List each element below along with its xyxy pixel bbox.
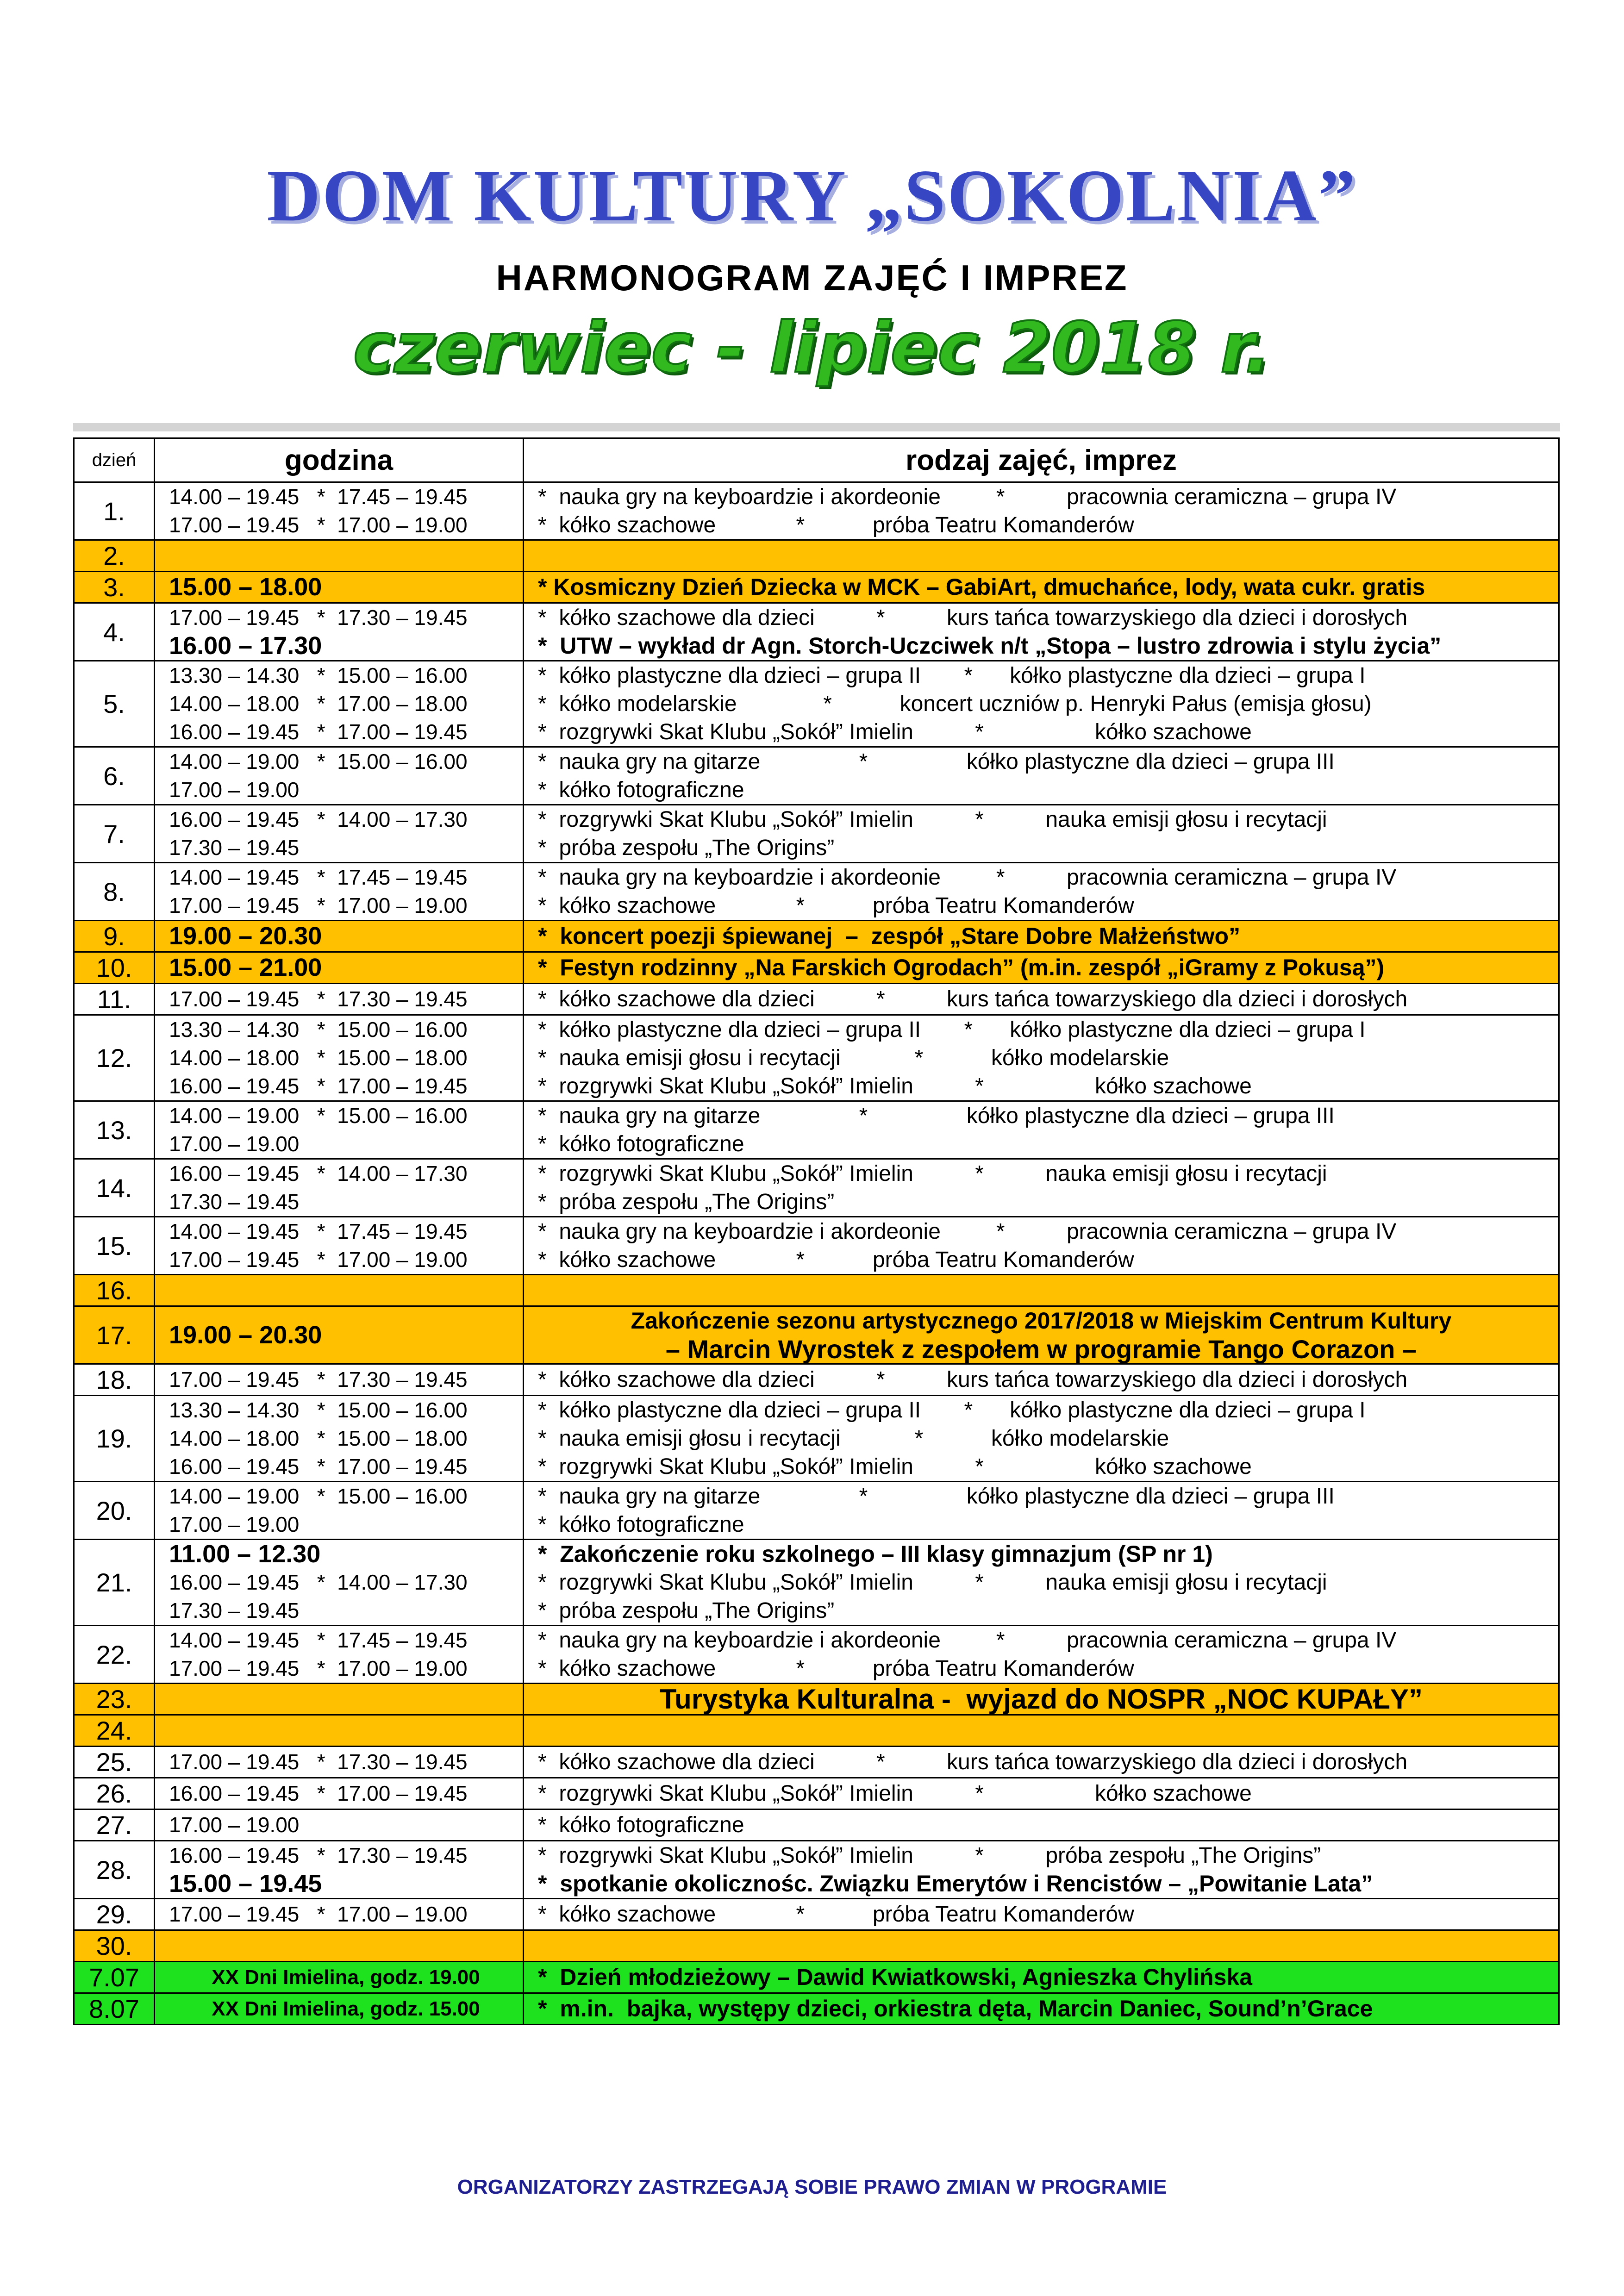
activity-line: * rozgrywki Skat Klubu „Sokół” Imielin * nauka emisji głosu i recytacji [538, 807, 1327, 832]
hours-line: 17.30 – 19.45 [169, 836, 300, 860]
table-row [74, 572, 1559, 603]
hours-line: 15.00 – 18.00 [169, 573, 322, 601]
activity-line: – Marcin Wyrostek z zespołem w programie Tango Corazon – [665, 1335, 1417, 1364]
activities-cell [524, 1540, 1559, 1626]
table-row [74, 747, 1559, 805]
day-cell: 27. [74, 1809, 155, 1841]
day-cell: 8.07 [74, 1993, 155, 2025]
hours-cell [155, 1626, 524, 1684]
day-cell: 4. [74, 603, 155, 661]
hours-line: 14.00 – 19.45 * 17.45 – 19.45 [169, 1628, 468, 1652]
hours-line: 15.00 – 19.45 [169, 1870, 322, 1897]
activities-cell [524, 1962, 1559, 1993]
table-row [74, 1482, 1559, 1540]
hours-cell [155, 1482, 524, 1540]
hours-cell [155, 1159, 524, 1217]
day-cell: 7. [74, 805, 155, 863]
day-cell: 1. [74, 482, 155, 540]
activities-cell [524, 1364, 1559, 1396]
hours-cell [155, 1306, 524, 1364]
hours-line: 14.00 – 19.00 * 15.00 – 16.00 [169, 1484, 468, 1508]
table-row [74, 1217, 1559, 1275]
activity-line: * kółko szachowe * próba Teatru Komanderów [538, 1656, 1134, 1681]
activities-cell [524, 1217, 1559, 1275]
activities-cell [524, 1482, 1559, 1540]
activity-line: * rozgrywki Skat Klubu „Sokół” Imielin * kółko szachowe [538, 1074, 1252, 1098]
activity-line: * próba zespołu „The Origins” [538, 1598, 835, 1623]
hours-cell [155, 984, 524, 1015]
activity-line: * kółko szachowe * próba Teatru Komanderów [538, 893, 1134, 918]
table-row [74, 1715, 1559, 1747]
hours-line: 17.00 – 19.45 * 17.00 – 19.00 [169, 513, 468, 537]
activity-line: * m.in. bajka, występy dzieci, orkiestra dęta, Marcin Daniec, Sound’n’Grace [538, 1996, 1373, 2021]
table-row [74, 952, 1559, 984]
hours-line: 17.00 – 19.00 [169, 778, 300, 802]
day-cell: 23. [74, 1684, 155, 1715]
activity-line: * kółko fotograficzne [538, 1512, 744, 1537]
hours-line: 14.00 – 19.00 * 15.00 – 16.00 [169, 749, 468, 774]
hours-cell [155, 863, 524, 921]
hours-cell [155, 1899, 524, 1930]
table-row [74, 603, 1559, 661]
table-row [74, 1626, 1559, 1684]
activity-line: * kółko szachowe * próba Teatru Komanderów [538, 1248, 1134, 1272]
hours-line: XX Dni Imielina, godz. 15.00 [212, 1997, 480, 2020]
disclaimer-footer: ORGANIZATORZY ZASTRZEGAJĄ SOBIE PRAWO ZMIAN W PROGRAMIE [457, 2176, 1167, 2198]
activities-cell [524, 1747, 1559, 1778]
activities-cell [524, 1306, 1559, 1364]
schedule-body [74, 482, 1559, 2025]
activities-cell [524, 603, 1559, 661]
hours-cell [155, 482, 524, 540]
activities-cell [524, 1626, 1559, 1684]
day-cell: 8. [74, 863, 155, 921]
page-title: DOM KULTURY „SOKOLNIA” [267, 154, 1357, 237]
table-row [74, 1306, 1559, 1364]
activity-line: * kółko szachowe * próba Teatru Komanderów [538, 1902, 1134, 1927]
page-subtitle: HARMONOGRAM ZAJĘĆ I IMPREZ [496, 257, 1128, 298]
activity-line: * kółko modelarskie * koncert uczniów p. Henryki Pałus (emisja głosu) [538, 692, 1372, 716]
activity-line: * kółko szachowe * próba Teatru Komanderów [538, 513, 1134, 537]
activity-line: * kółko fotograficzne [538, 1132, 744, 1156]
activities-cell [524, 863, 1559, 921]
day-cell: 18. [74, 1364, 155, 1396]
hours-cell [155, 1962, 524, 1993]
day-cell: 19. [74, 1396, 155, 1482]
activities-cell [524, 921, 1559, 952]
activities-cell [524, 952, 1559, 984]
activity-line: * nauka gry na keyboardzie i akordeonie * pracownia ceramiczna – grupa IV [538, 485, 1397, 509]
activity-line: * Zakończenie roku szkolnego – III klasy gimnazjum (SP nr 1) [538, 1541, 1213, 1567]
day-cell: 7.07 [74, 1962, 155, 1993]
activities-cell [524, 1715, 1559, 1747]
activity-line: Turystyka Kulturalna - wyjazd do NOSPR „NOC KUPAŁY” [659, 1684, 1423, 1715]
table-row [74, 1778, 1559, 1809]
activities-cell [524, 1899, 1559, 1930]
hours-line: 17.00 – 19.45 * 17.00 – 19.00 [169, 1248, 468, 1272]
hours-line: 16.00 – 19.45 * 17.00 – 19.45 [169, 720, 468, 744]
hours-line: 17.00 – 19.00 [169, 1512, 300, 1536]
activity-line: * kółko szachowe dla dzieci * kurs tańca towarzyskiego dla dzieci i dorosłych [538, 987, 1408, 1011]
day-cell: 9. [74, 921, 155, 952]
activity-line: * próba zespołu „The Origins” [538, 1190, 835, 1214]
activity-line: * rozgrywki Skat Klubu „Sokół” Imielin * nauka emisji głosu i recytacji [538, 1161, 1327, 1186]
activities-cell [524, 661, 1559, 747]
activity-line: * Dzień młodzieżowy – Dawid Kwiatkowski, Agnieszka Chylińska [538, 1964, 1253, 1990]
hours-line: 13.30 – 14.30 * 15.00 – 16.00 [169, 1398, 468, 1422]
activities-cell [524, 1930, 1559, 1962]
table-row [74, 1275, 1559, 1306]
day-cell: 10. [74, 952, 155, 984]
hours-line: 19.00 – 20.30 [169, 922, 322, 950]
day-cell: 6. [74, 747, 155, 805]
hours-cell [155, 921, 524, 952]
hours-line: 15.00 – 21.00 [169, 954, 322, 981]
table-row [74, 805, 1559, 863]
table-row [74, 1747, 1559, 1778]
hours-cell [155, 1930, 524, 1962]
activity-line: * UTW – wykład dr Agn. Storch-Uczciwek n/t „Stopa – lustro zdrowia i stylu życia” [538, 633, 1442, 659]
hours-line: 16.00 – 17.30 [169, 632, 322, 660]
hours-line: 16.00 – 19.45 * 14.00 – 17.30 [169, 807, 468, 831]
hours-line: 13.30 – 14.30 * 15.00 – 16.00 [169, 1017, 468, 1042]
activities-cell [524, 747, 1559, 805]
hours-cell [155, 1715, 524, 1747]
activity-line: * Festyn rodzinny „Na Farskich Ogrodach” (m.in. zespół „iGramy z Pokusą”) [538, 955, 1385, 980]
activity-line: * kółko szachowe dla dzieci * kurs tańca towarzyskiego dla dzieci i dorosłych [538, 1750, 1408, 1774]
table-row [74, 863, 1559, 921]
activities-cell [524, 1809, 1559, 1841]
activity-line: * kółko fotograficzne [538, 1813, 744, 1837]
hours-line: 14.00 – 19.45 * 17.45 – 19.45 [169, 1219, 468, 1243]
hours-cell [155, 1540, 524, 1626]
column-header-day: dzień [74, 438, 155, 482]
activities-cell [524, 1396, 1559, 1482]
activity-line: * nauka gry na keyboardzie i akordeonie * pracownia ceramiczna – grupa IV [538, 865, 1397, 890]
activities-cell [524, 1101, 1559, 1159]
hours-cell [155, 952, 524, 984]
day-cell: 14. [74, 1159, 155, 1217]
hours-line: XX Dni Imielina, godz. 19.00 [212, 1966, 480, 1989]
hours-line: 17.00 – 19.45 * 17.30 – 19.45 [169, 987, 468, 1011]
day-cell: 22. [74, 1626, 155, 1684]
hours-cell [155, 1275, 524, 1306]
activity-line: * nauka gry na gitarze * kółko plastyczne dla dzieci – grupa III [538, 1484, 1335, 1509]
hours-line: 17.00 – 19.00 [169, 1813, 300, 1837]
activity-line: * kółko plastyczne dla dzieci – grupa II * kółko plastyczne dla dzieci – grupa I [538, 1398, 1366, 1423]
activity-line: * rozgrywki Skat Klubu „Sokół” Imielin * kółko szachowe [538, 1454, 1252, 1479]
activities-cell [524, 1159, 1559, 1217]
table-row [74, 482, 1559, 540]
activities-cell [524, 1275, 1559, 1306]
table-row [74, 1993, 1559, 2025]
table-row [74, 1101, 1559, 1159]
activities-cell [524, 572, 1559, 603]
hours-line: 16.00 – 19.45 * 17.30 – 19.45 [169, 1843, 468, 1867]
activity-line: * rozgrywki Skat Klubu „Sokół” Imielin * nauka emisji głosu i recytacji [538, 1570, 1327, 1595]
activity-line: * nauka gry na gitarze * kółko plastyczne dla dzieci – grupa III [538, 1104, 1335, 1128]
hours-line: 16.00 – 19.45 * 17.00 – 19.45 [169, 1074, 468, 1098]
hours-cell [155, 572, 524, 603]
day-cell: 12. [74, 1015, 155, 1101]
hours-cell [155, 1364, 524, 1396]
hours-cell [155, 747, 524, 805]
activity-line: * rozgrywki Skat Klubu „Sokół” Imielin * kółko szachowe [538, 1781, 1252, 1806]
activity-line: * kółko plastyczne dla dzieci – grupa II * kółko plastyczne dla dzieci – grupa I [538, 663, 1366, 688]
table-row [74, 540, 1559, 572]
hours-line: 16.00 – 19.45 * 17.00 – 19.45 [169, 1454, 468, 1479]
hours-cell [155, 1684, 524, 1715]
hours-cell [155, 1747, 524, 1778]
activity-line: * nauka emisji głosu i recytacji * kółko modelarskie [538, 1426, 1169, 1451]
day-cell: 30. [74, 1930, 155, 1962]
hours-cell [155, 1396, 524, 1482]
hours-cell [155, 1993, 524, 2025]
activities-cell [524, 1015, 1559, 1101]
activity-line: * kółko szachowe dla dzieci * kurs tańca towarzyskiego dla dzieci i dorosłych [538, 605, 1408, 630]
hours-cell [155, 661, 524, 747]
table-row [74, 1962, 1559, 1993]
hours-line: 14.00 – 18.00 * 15.00 – 18.00 [169, 1426, 468, 1450]
table-row [74, 1899, 1559, 1930]
table-row [74, 661, 1559, 747]
hours-line: 19.00 – 20.30 [169, 1321, 322, 1349]
table-row [74, 984, 1559, 1015]
table-row [74, 1159, 1559, 1217]
day-cell: 5. [74, 661, 155, 747]
table-row [74, 1809, 1559, 1841]
table-row [74, 1684, 1559, 1715]
hours-line: 11.00 – 12.30 [169, 1540, 321, 1568]
table-row [74, 921, 1559, 952]
hours-line: 17.30 – 19.45 [169, 1190, 300, 1214]
activities-cell [524, 482, 1559, 540]
day-cell: 20. [74, 1482, 155, 1540]
activity-line: * rozgrywki Skat Klubu „Sokół” Imielin * próba zespołu „The Origins” [538, 1843, 1321, 1868]
activities-cell [524, 1841, 1559, 1899]
activity-line: * kółko szachowe dla dzieci * kurs tańca towarzyskiego dla dzieci i dorosłych [538, 1367, 1408, 1392]
hours-cell [155, 1217, 524, 1275]
activity-line: * kółko fotograficzne [538, 778, 744, 802]
activities-cell [524, 540, 1559, 572]
activity-line: * nauka emisji głosu i recytacji * kółko modelarskie [538, 1046, 1169, 1070]
hours-line: 14.00 – 18.00 * 15.00 – 18.00 [169, 1046, 468, 1070]
day-cell: 13. [74, 1101, 155, 1159]
hours-line: 17.00 – 19.45 * 17.30 – 19.45 [169, 605, 468, 630]
hours-cell [155, 1778, 524, 1809]
table-row [74, 1015, 1559, 1101]
day-cell: 26. [74, 1778, 155, 1809]
day-cell: 24. [74, 1715, 155, 1747]
table-row [74, 1540, 1559, 1626]
hours-cell [155, 1841, 524, 1899]
activities-cell [524, 1684, 1559, 1715]
hours-cell [155, 540, 524, 572]
hours-line: 14.00 – 18.00 * 17.00 – 18.00 [169, 692, 468, 716]
table-row [74, 1364, 1559, 1396]
activities-cell [524, 1993, 1559, 2025]
hours-cell [155, 1809, 524, 1841]
column-header-activities: rodzaj zajęć, imprez [524, 438, 1559, 482]
day-cell: 29. [74, 1899, 155, 1930]
activity-line: * nauka gry na keyboardzie i akordeonie * pracownia ceramiczna – grupa IV [538, 1628, 1397, 1653]
day-cell: 15. [74, 1217, 155, 1275]
hours-cell [155, 805, 524, 863]
hours-cell [155, 1015, 524, 1101]
hours-line: 17.00 – 19.45 * 17.30 – 19.45 [169, 1750, 468, 1774]
activities-cell [524, 805, 1559, 863]
day-cell: 28. [74, 1841, 155, 1899]
table-top-shadow [73, 423, 1560, 431]
activity-line: * koncert poezji śpiewanej – zespół „Stare Dobre Małżeństwo” [538, 923, 1241, 949]
day-cell: 11. [74, 984, 155, 1015]
hours-line: 14.00 – 19.45 * 17.45 – 19.45 [169, 865, 468, 889]
hours-line: 16.00 – 19.45 * 17.00 – 19.45 [169, 1781, 468, 1805]
hours-cell [155, 1101, 524, 1159]
activity-line: * spotkanie okolicznośc. Związku Emerytów i Rencistów – „Powitanie Lata” [538, 1871, 1373, 1897]
hours-line: 17.00 – 19.45 * 17.30 – 19.45 [169, 1367, 468, 1391]
hours-line: 17.30 – 19.45 [169, 1598, 300, 1622]
day-cell: 25. [74, 1747, 155, 1778]
activity-line: * rozgrywki Skat Klubu „Sokół” Imielin * kółko szachowe [538, 720, 1252, 744]
column-header-hours: godzina [155, 438, 524, 482]
activities-cell [524, 984, 1559, 1015]
table-row [74, 1396, 1559, 1482]
hours-line: 17.00 – 19.45 * 17.00 – 19.00 [169, 1902, 468, 1926]
day-cell: 21. [74, 1540, 155, 1626]
hours-line: 14.00 – 19.00 * 15.00 – 16.00 [169, 1104, 468, 1128]
hours-cell [155, 603, 524, 661]
activity-line: * nauka gry na gitarze * kółko plastyczne dla dzieci – grupa III [538, 749, 1335, 774]
hours-line: 16.00 – 19.45 * 14.00 – 17.30 [169, 1570, 468, 1594]
table-row [74, 1930, 1559, 1962]
day-cell: 16. [74, 1275, 155, 1306]
hours-line: 17.00 – 19.45 * 17.00 – 19.00 [169, 893, 468, 917]
activity-line: * kółko plastyczne dla dzieci – grupa II * kółko plastyczne dla dzieci – grupa I [538, 1017, 1366, 1042]
hours-line: 16.00 – 19.45 * 14.00 – 17.30 [169, 1161, 468, 1185]
activity-line: * próba zespołu „The Origins” [538, 836, 835, 860]
schedule-table [73, 437, 1560, 2025]
hours-line: 17.00 – 19.45 * 17.00 – 19.00 [169, 1656, 468, 1680]
activity-line: * Kosmiczny Dzień Dziecka w MCK – GabiArt, dmuchańce, lody, wata cukr. gratis [538, 574, 1425, 600]
day-cell: 2. [74, 540, 155, 572]
hours-line: 14.00 – 19.45 * 17.45 – 19.45 [169, 485, 468, 509]
hours-line: 13.30 – 14.30 * 15.00 – 16.00 [169, 663, 468, 687]
day-cell: 3. [74, 572, 155, 603]
hours-line: 17.00 – 19.00 [169, 1132, 300, 1156]
day-cell: 17. [74, 1306, 155, 1364]
activity-line: Zakończenie sezonu artystycznego 2017/2018 w Miejskim Centrum Kultury [631, 1308, 1452, 1334]
activity-line: * nauka gry na keyboardzie i akordeonie * pracownia ceramiczna – grupa IV [538, 1219, 1397, 1244]
table-row [74, 1841, 1559, 1899]
period-heading: czerwiec - lipiec 2018 r. [353, 308, 1271, 388]
activities-cell [524, 1778, 1559, 1809]
